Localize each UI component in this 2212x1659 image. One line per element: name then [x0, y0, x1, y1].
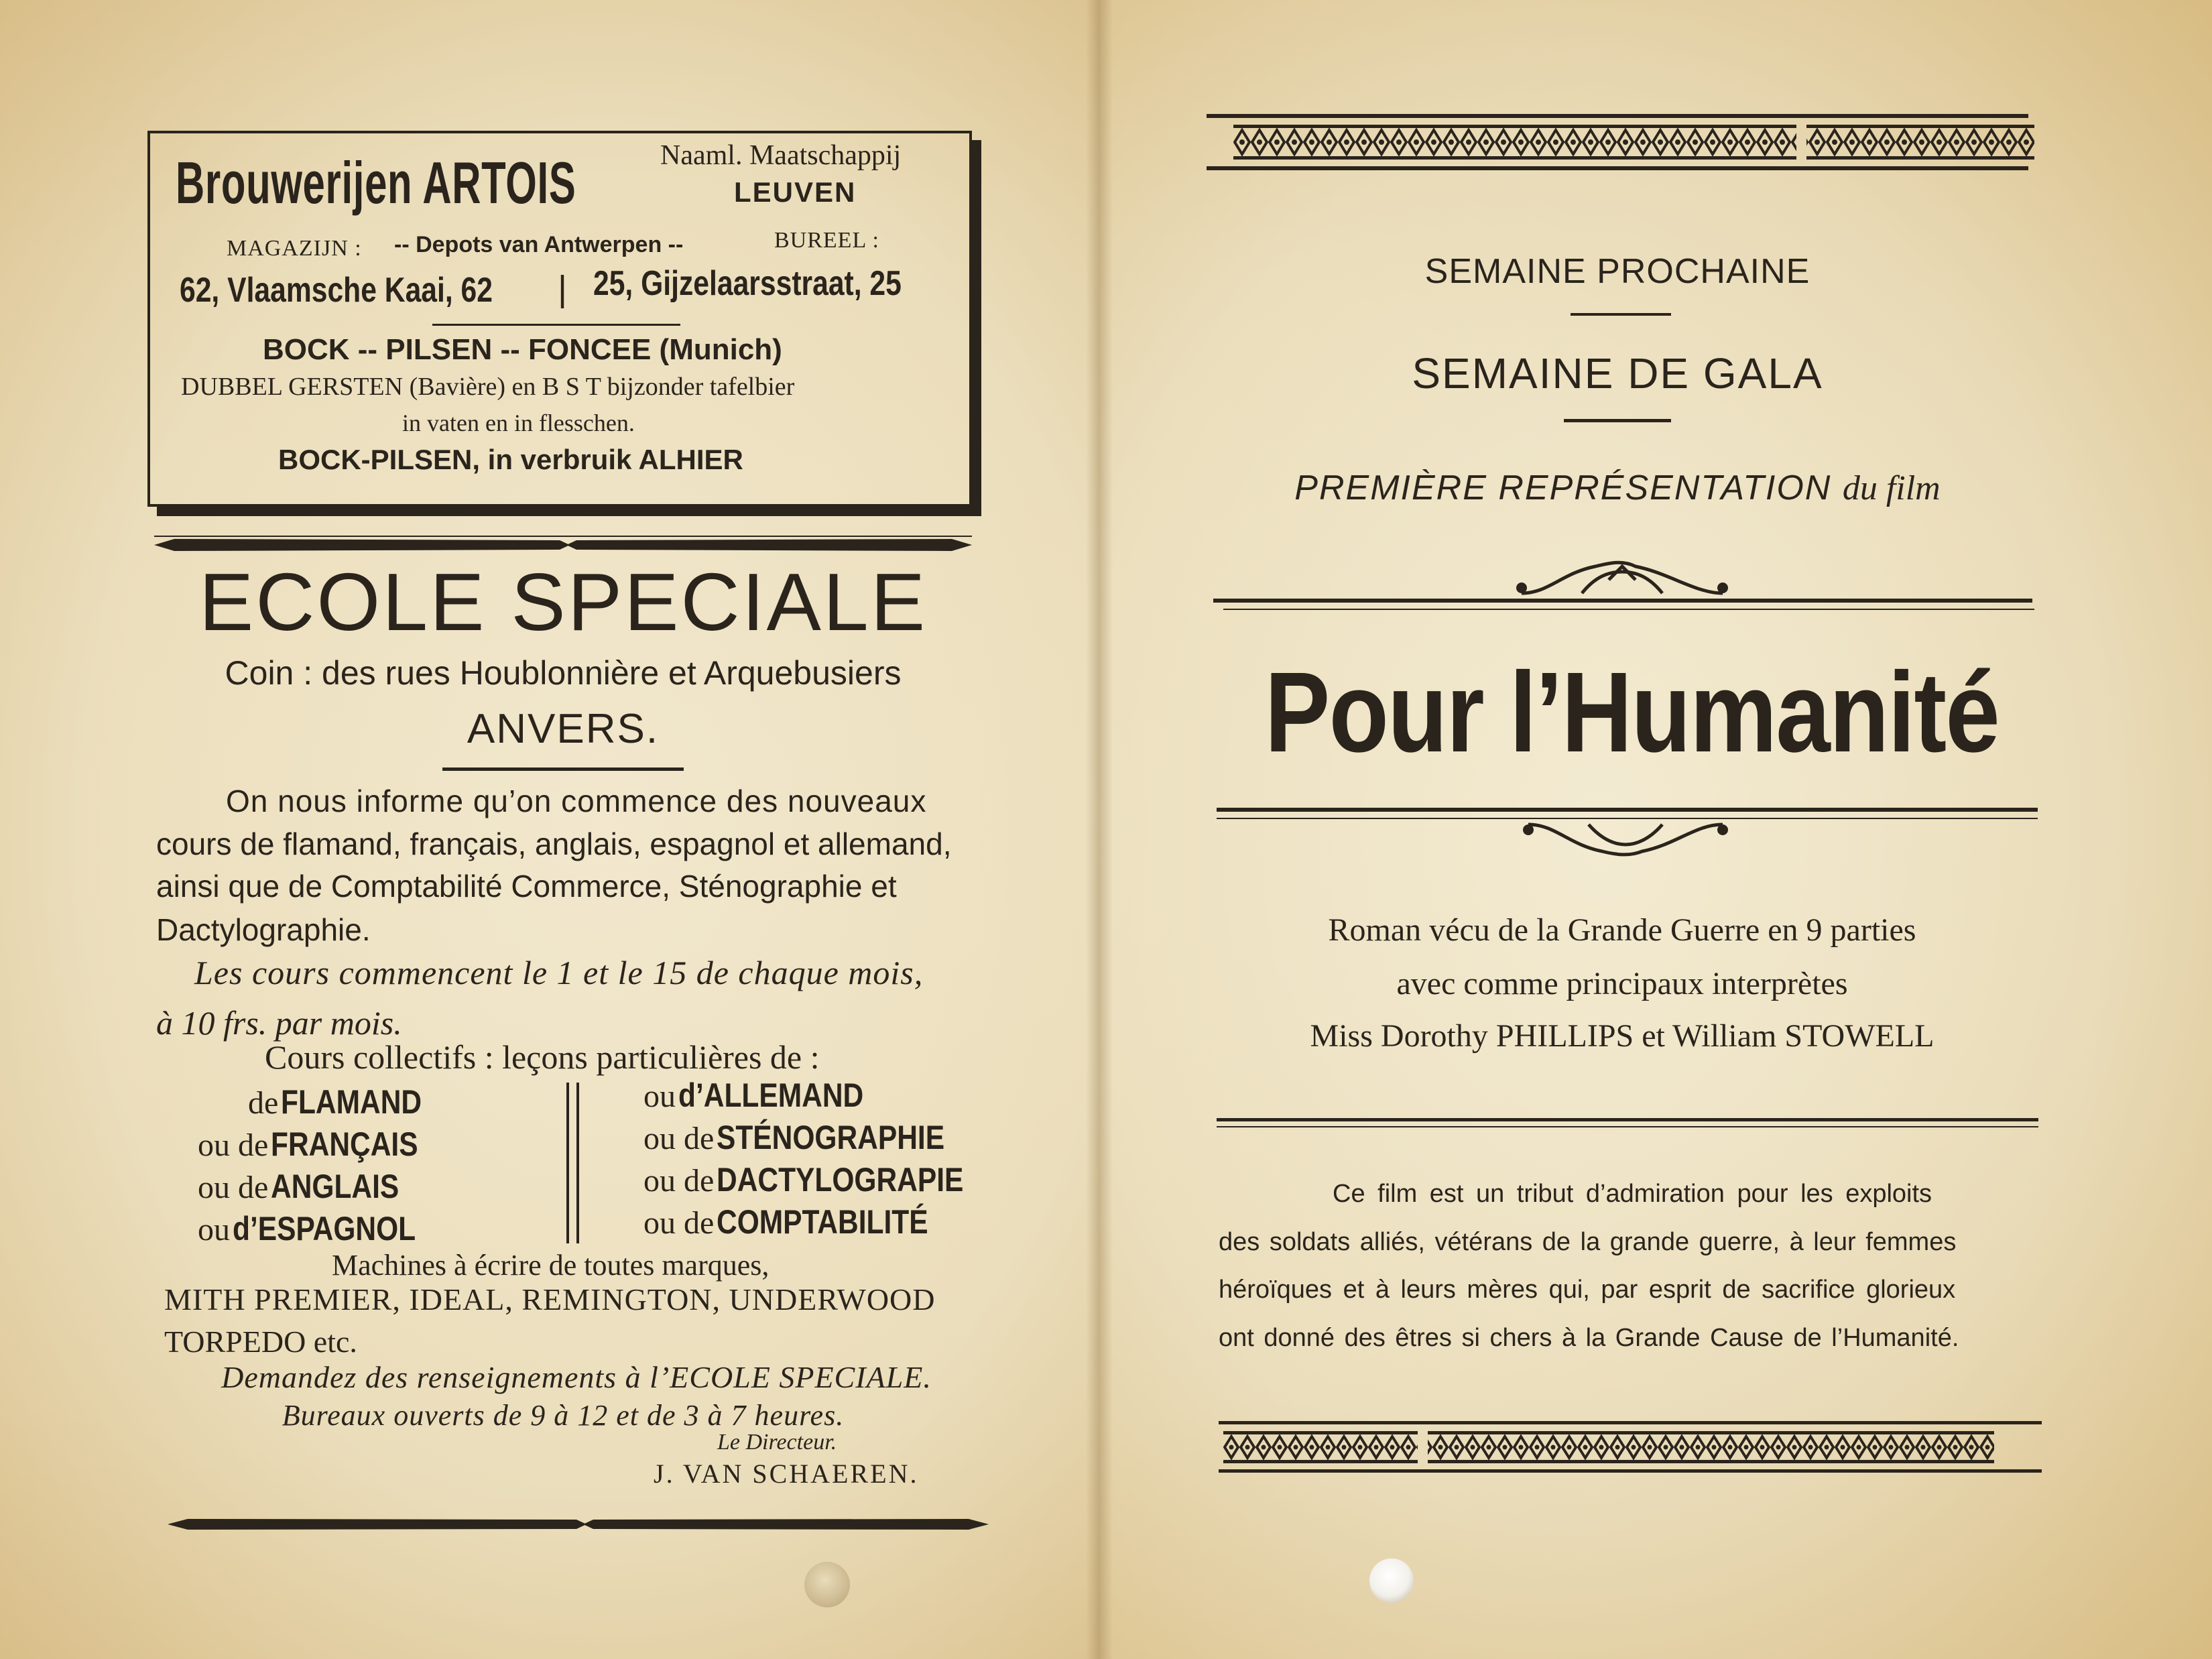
lang-item-left-3: [198, 1167, 422, 1206]
artois-line3: in vaten en in flesschen.: [402, 410, 635, 436]
ornamental-rule-top: [154, 535, 972, 555]
lang-prefix: ou: [198, 1212, 230, 1247]
ecole-city-underline: [442, 767, 684, 771]
ecole-para-1: On nous informe qu’on commence des nouveaux: [226, 784, 927, 818]
ecole-para-3: ainsi que de Comptabilité Commerce, Sténographie et: [156, 869, 897, 904]
artois-line4: BOCK-PILSEN, in verbruik ALHIER: [278, 444, 743, 475]
ecole-collectifs: Cours collectifs : leçons particulières de :: [265, 1038, 820, 1076]
ecole-italic-2: à 10 frs. par mois.: [156, 1004, 402, 1042]
ecole-signature: J. VAN SCHAEREN.: [654, 1459, 919, 1489]
center-fold: [1086, 0, 1113, 1659]
lang-item-right-1: [643, 1076, 896, 1115]
lang-name: FRANÇAIS: [271, 1125, 418, 1163]
lang-prefix: ou: [643, 1079, 676, 1114]
ecole-brands-2: TORPEDO etc.: [164, 1325, 357, 1359]
lang-name: FLAMAND: [281, 1083, 422, 1121]
lang-item-right-3: [643, 1160, 1007, 1199]
lang-name: ANGLAIS: [271, 1168, 400, 1205]
top-border-line-2: [1207, 166, 2028, 170]
binding-hole-right: [1369, 1558, 1414, 1603]
artois-city: LEUVEN: [734, 176, 857, 208]
film-desc-2: avec comme principaux interprètes: [1396, 966, 1848, 1001]
tribute-rule-1: [1217, 1118, 2038, 1121]
premiere-representation: PREMIÈRE REPRÉSENTATION: [1294, 469, 1832, 507]
lang-columns-divider-a: [566, 1083, 569, 1243]
lang-item-right-2: [643, 1118, 985, 1157]
lang-item-left-2: [198, 1125, 444, 1164]
artois-address-right: 25, Gijzelaarsstraat, 25: [593, 264, 902, 303]
ecole-subtitle: Coin : des rues Houblonnière et Arquebusiers: [225, 654, 902, 692]
flourish-bottom: [1515, 816, 1736, 867]
lang-prefix: ou de: [643, 1205, 715, 1241]
ecole-machines: Machines à écrire de toutes marques,: [332, 1249, 770, 1282]
ecole-bureaux: Bureaux ouverts de 9 à 12 et de 3 à 7 heures.: [282, 1399, 845, 1432]
ornamental-rule-bottom: [168, 1514, 989, 1534]
artois-address-separator: |: [558, 269, 568, 309]
ecole-demandez: Demandez des renseignements à l’ECOLE SPECIALE.: [221, 1360, 932, 1394]
tribute-line-3: héroïques et à leurs mères qui, par esprit de sacrifice glorieux: [1219, 1276, 1956, 1304]
lang-columns-divider-b: [576, 1083, 579, 1243]
artois-divider: [432, 324, 680, 326]
lang-name: d’ESPAGNOL: [233, 1210, 416, 1247]
title-rule-top-1: [1213, 599, 2032, 603]
tribute-line-1: Ce film est un tribut d’admiration pour les exploits: [1333, 1180, 1932, 1208]
ecole-italic-1: Les cours commencent le 1 et le 15 de chaque mois,: [194, 954, 924, 991]
ecole-para-4: Dactylographie.: [156, 912, 371, 947]
bottom-ornamental-band: [1223, 1431, 1994, 1463]
artois-name: Brouwerijen ARTOIS: [176, 149, 576, 216]
semaine-divider-1: [1571, 313, 1671, 316]
artois-beers: BOCK -- PILSEN -- FONCEE (Munich): [263, 333, 782, 366]
lang-item-left-4: [198, 1209, 448, 1248]
tribute-line-2: des soldats alliés, vétérans de la grande guerre, à leur femmes: [1219, 1228, 1957, 1256]
semaine-divider-2: [1564, 419, 1671, 422]
lang-name: COMPTABILITÉ: [717, 1203, 928, 1241]
lang-name: DACTYLOGRAPIE: [717, 1161, 964, 1199]
lang-prefix: de: [248, 1085, 279, 1121]
artois-bureel-label: BUREEL :: [774, 228, 879, 253]
lang-name: STÉNOGRAPHIE: [717, 1119, 945, 1156]
title-rule-top-2: [1223, 609, 2034, 610]
premiere-line: [1207, 468, 2028, 508]
binding-hole-left: [804, 1562, 850, 1607]
film-title: Pour l’Humanité: [1264, 649, 1999, 776]
ecole-directeur: Le Directeur.: [717, 1430, 837, 1455]
title-rule-bottom-1: [1217, 808, 2038, 812]
bottom-border-line-1: [1219, 1421, 2042, 1424]
top-border-line-1: [1207, 114, 2028, 118]
ecole-para-2: cours de flamand, français, anglais, espagnol et allemand,: [156, 826, 952, 861]
semaine-gala: SEMAINE DE GALA: [1412, 349, 1823, 397]
tribute-line-4: ont donné des êtres si chers à la Grande Cause de l’Humanité.: [1219, 1324, 1959, 1352]
lang-prefix: ou de: [198, 1127, 269, 1163]
lang-prefix: ou de: [643, 1121, 715, 1156]
bottom-border-line-2: [1219, 1469, 2042, 1473]
artois-address-left: 62, Vlaamsche Kaai, 62: [180, 271, 493, 310]
ecole-city: ANVERS.: [467, 706, 660, 752]
artois-magazijn-label: MAGAZIJN :: [227, 236, 362, 261]
lang-item-right-4: [643, 1203, 966, 1241]
du-film: du film: [1842, 469, 1941, 507]
artois-company-type: Naaml. Maatschappij: [660, 140, 902, 171]
film-desc-3: Miss Dorothy PHILLIPS et William STOWELL: [1310, 1018, 1934, 1054]
lang-prefix: ou de: [643, 1163, 715, 1199]
film-desc-1: Roman vécu de la Grande Guerre en 9 parties: [1328, 912, 1916, 948]
lang-name: d’ALLEMAND: [678, 1077, 864, 1114]
artois-line2: DUBBEL GERSTEN (Bavière) en B S T bijzonder tafelbier: [181, 373, 795, 401]
ecole-title: ECOLE SPECIALE: [198, 556, 928, 648]
lang-item-left-1: [248, 1083, 446, 1121]
artois-depots: -- Depots van Antwerpen --: [394, 232, 684, 257]
ecole-brands: MITH PREMIER, IDEAL, REMINGTON, UNDERWOOD: [164, 1282, 936, 1316]
tribute-rule-2: [1217, 1126, 2038, 1127]
flourish-top: [1508, 546, 1736, 600]
top-ornamental-band: [1233, 125, 2034, 160]
lang-prefix: ou de: [198, 1170, 269, 1205]
semaine-prochaine: SEMAINE PROCHAINE: [1424, 252, 1810, 291]
